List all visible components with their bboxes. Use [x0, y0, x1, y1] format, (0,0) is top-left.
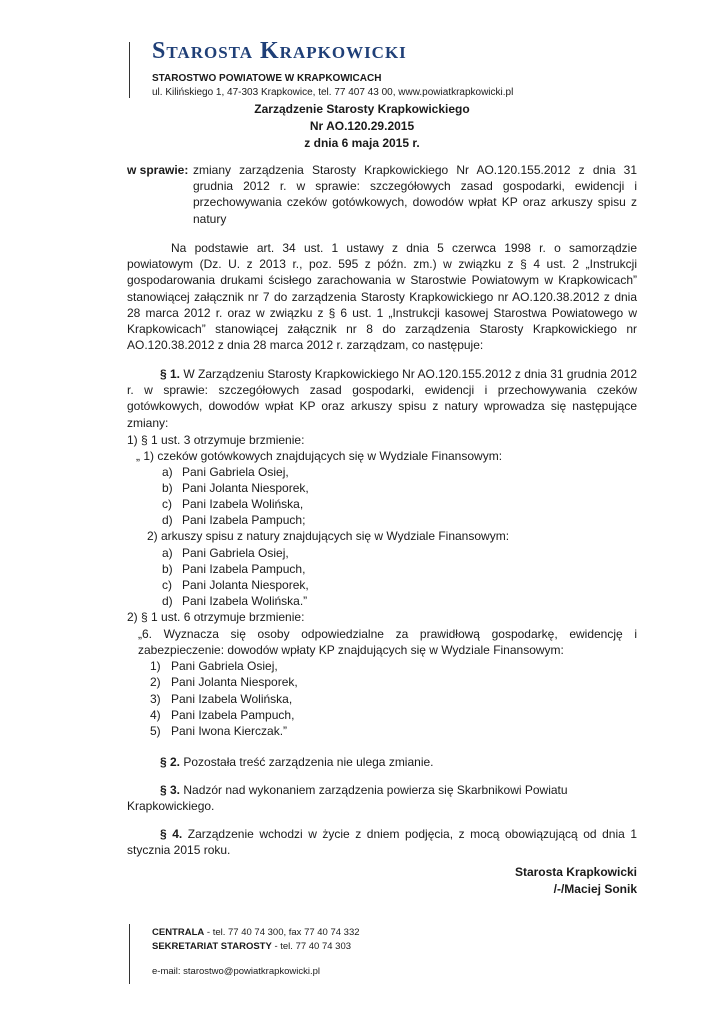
- list-item-name: Pani Izabela Pampuch,: [171, 708, 295, 722]
- header-office: STAROSTWO POWIATOWE W KRAPKOWICACH: [152, 73, 382, 84]
- list-item-name: Pani Izabela Wolińska,: [171, 692, 293, 706]
- list-2-heading: 2) arkuszy spisu z natury znajdujących się w Wydziale Finansowym:: [147, 529, 510, 543]
- document-title: Zarządzenie Starosty Krapkowickiego: [254, 102, 470, 116]
- footer-divider: [129, 924, 130, 984]
- list-item-name: Pani Izabela Wolińska,: [182, 497, 304, 511]
- signature-role: Starosta Krapkowicki: [514, 865, 637, 879]
- list-1-heading: „ 1) czeków gotówkowych znajdujących się w Wydziale Finansowym:: [136, 449, 503, 463]
- list-item-name: Pani Gabriela Osiej,: [171, 659, 278, 673]
- paragraph-2-text: Pozostała treść zarządzenia nie ulega zmianie.: [183, 755, 434, 769]
- list-item: d): [162, 513, 173, 527]
- preamble-text: Na podstawie art. 34 ust. 1 ustawy z dnia 5 czerwca 1998 r. o samorządzie powiatowym (Dz. U. z 2013 r., poz. 595 z późn. zm.) w związku z § 4 ust. 2 „Instrukcji gospodarowania drukami ścisłego zarachowania w Starostwie Powiatowym w Krapkowicach” stanowiącej załącznik nr 7 do zarządzenia Starosty Krapkowickiego nr AO.120.38.2012 z dnia 28 marca 2012 r. oraz w związku z § 6 ust. 1 „Instrukcji kasowej Starostwa Powiatowego w Krapkowicach” stanowiącej załącznik nr 8 do zarządzenia Starosty Krapkowickiego nr AO.120.38.2012 z dnia 28 marca 2012 r. zarządzam, co następuje:: [127, 241, 637, 353]
- list-item: 2): [150, 675, 161, 689]
- list-item: a): [162, 546, 173, 560]
- header-title: Starosta Krapkowicki: [152, 38, 407, 64]
- document-number: Nr AO.120.29.2015: [309, 119, 415, 133]
- paragraph-3-number: § 3.: [160, 783, 181, 797]
- list-item-name: Pani Iwona Kierczak.”: [171, 724, 288, 738]
- paragraph-2: [127, 754, 637, 770]
- footer-email[interactable]: e-mail: starostwo@powiatkrapkowicki.pl: [152, 966, 321, 977]
- subject-text: zmiany zarządzenia Starosty Krapkowickiego Nr AO.120.155.2012 z dnia 31 grudnia 2012 r. w sprawie: szczegółowych zasad gospodarki, ewidencji i przechowywania czeków gotówkowych, dowodów wpłat KP oraz arkuszy spisu z natury: [193, 163, 637, 226]
- list-item: b): [162, 481, 173, 495]
- list-item-name: Pani Jolanta Niesporek,: [182, 481, 309, 495]
- list-item-name: Pani Jolanta Niesporek,: [182, 578, 309, 592]
- footer-secretariat: SEKRETARIAT STAROSTY - tel. 77 40 74 303: [152, 941, 352, 952]
- paragraph-3-text: Nadzór nad wykonaniem zarządzenia powierza się Skarbnikowi Powiatu Krapkowickiego.: [127, 783, 568, 814]
- header-address: ul. Kilińskiego 1, 47-303 Krapkowice, tel. 77 407 43 00, www.powiatkrapkowicki.pl: [152, 87, 514, 98]
- list-item: 5): [150, 724, 161, 738]
- list-item-name: Pani Izabela Wolińska.”: [182, 594, 308, 608]
- list-item: a): [162, 465, 173, 479]
- paragraph-4: [127, 826, 637, 858]
- list-item-name: Pani Jolanta Niesporek,: [171, 675, 298, 689]
- list-item: b): [162, 562, 173, 576]
- list-item-name: Pani Izabela Pampuch,: [182, 562, 306, 576]
- list-item: 1): [150, 659, 161, 673]
- signature-name: /-/Maciej Sonik: [553, 882, 637, 896]
- change-2-heading: 2) § 1 ust. 6 otrzymuje brzmienie:: [127, 610, 305, 624]
- subject-label: w sprawie:: [127, 163, 189, 177]
- document-date: z dnia 6 maja 2015 r.: [304, 136, 420, 150]
- list-item-name: Pani Gabriela Osiej,: [182, 465, 289, 479]
- paragraph-1-number: § 1.: [160, 367, 181, 381]
- list-item: d): [162, 594, 173, 608]
- paragraph-1-text: W Zarządzeniu Starosty Krapkowickiego Nr AO.120.155.2012 z dnia 31 grudnia 2012 r. w sprawie: szczegółowych zasad gospodarki, ewidencji i przechowywania czeków gotówkowych, dowodów wpłat KP oraz arkuszy spisu z natury wprowadza się następujące zmiany:: [127, 367, 637, 430]
- header-divider: [129, 42, 130, 98]
- paragraph-3: [127, 782, 587, 814]
- list-item-name: Pani Gabriela Osiej,: [182, 546, 289, 560]
- footer-central: CENTRALA - tel. 77 40 74 300, fax 77 40 74 332: [152, 927, 360, 938]
- list-item: 4): [150, 708, 161, 722]
- paragraph-2-number: § 2.: [160, 755, 181, 769]
- paragraph-1: [127, 366, 637, 431]
- list-3-heading: „6. Wyznacza się osoby odpowiedzialne za prawidłową gospodarkę, ewidencję i zabezpieczenie: dowodów wpłaty KP znajdujących się w Wydziale Finansowym:: [138, 627, 637, 658]
- list-item: c): [162, 497, 172, 511]
- paragraph-4-number: § 4.: [160, 827, 183, 841]
- list-item: 3): [150, 692, 161, 706]
- preamble: [127, 240, 637, 353]
- change-1-heading: 1) § 1 ust. 3 otrzymuje brzmienie:: [127, 433, 305, 447]
- list-item-name: Pani Izabela Pampuch;: [182, 513, 306, 527]
- paragraph-4-text: Zarządzenie wchodzi w życie z dniem podjęcia, z mocą obowiązującą od dnia 1 stycznia 2015 roku.: [127, 827, 637, 858]
- list-item: c): [162, 578, 172, 592]
